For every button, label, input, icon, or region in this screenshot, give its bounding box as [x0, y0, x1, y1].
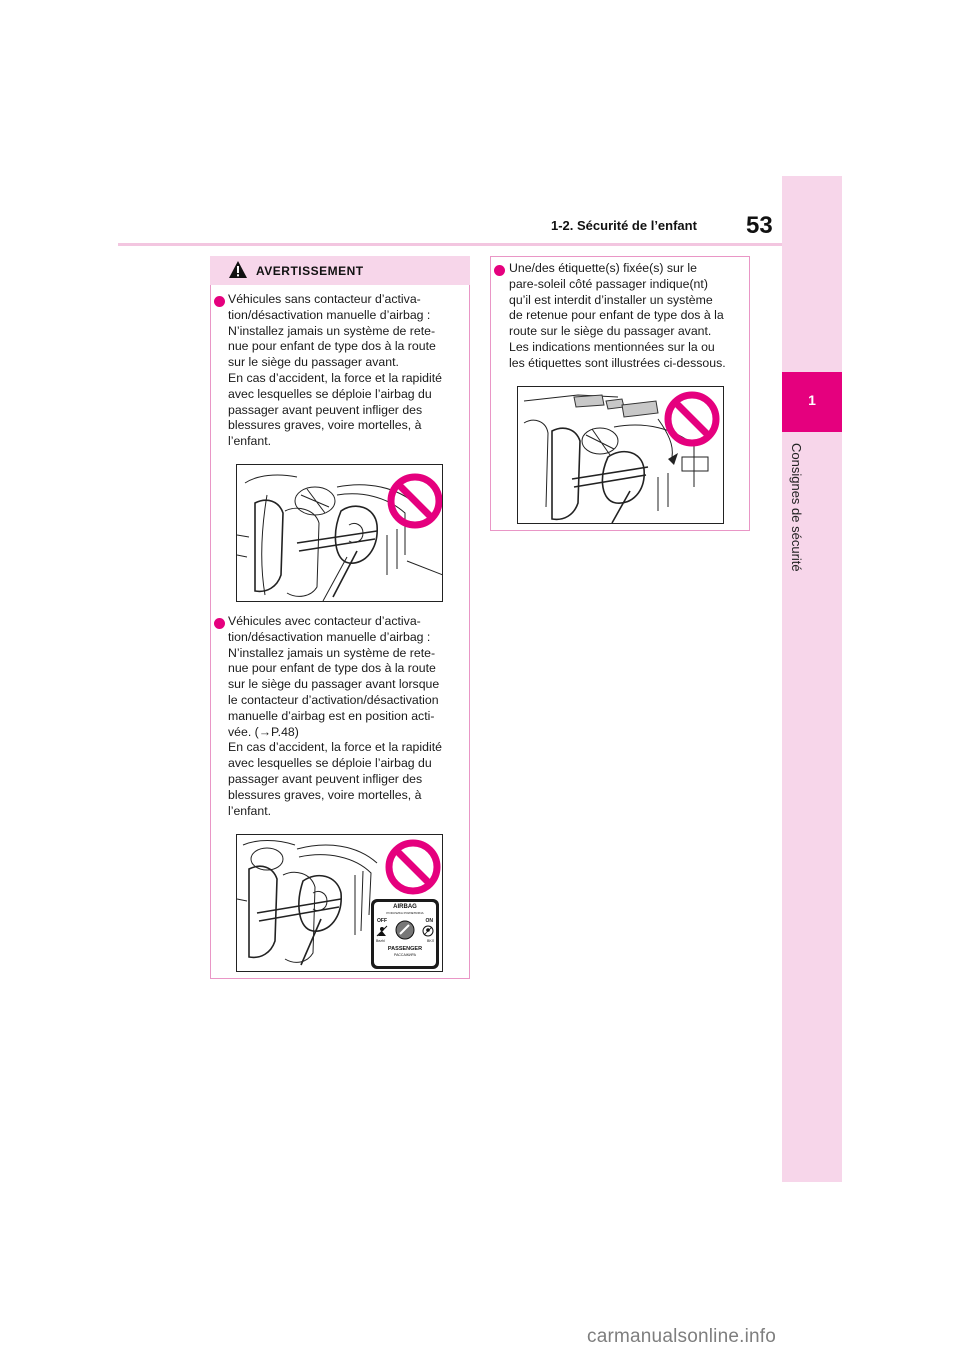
warning-title: AVERTISSEMENT [256, 264, 364, 278]
text-line: l’enfant. [228, 803, 272, 818]
text-line: sur le siège du passager avant. [228, 355, 399, 370]
text-line: le contacteur d’activation/désactivation [228, 692, 439, 707]
side-tab [782, 176, 842, 1182]
text-line: manuelle d’airbag est en position acti- [228, 708, 435, 723]
text-line: sur le siège du passager avant lorsque [228, 677, 440, 692]
airbag-switch-label-top: AIRBAG [393, 904, 417, 910]
text-line: tion/désactivation manuelle d’airbag : [228, 307, 431, 322]
text-line: qu’il est interdit d’installer un système [509, 292, 713, 307]
text-line: Véhicules sans contacteur d’activa- [228, 292, 421, 306]
text-line: nue pour enfant de type dos à la route [228, 661, 436, 676]
text-line: nue pour enfant de type dos à la route [228, 339, 436, 354]
airbag-on-icon [422, 925, 434, 937]
text-line: passager avant peuvent infliger des [228, 771, 423, 786]
text-line: les étiquettes sont illustrées ci-dessous. [509, 355, 726, 370]
page-reference-link[interactable]: vée. (→P.48) [228, 724, 299, 739]
airbag-switch-face [374, 902, 436, 966]
text-line: Véhicules avec contacteur d’activa- [228, 614, 421, 628]
chapter-title: Consignes de sécurité [789, 443, 804, 572]
text-line: N’installez jamais un système de rete- [228, 645, 436, 660]
text-line: pare-soleil côté passager indique(nt) [509, 276, 708, 291]
text-line: route sur le siège du passager avant. [509, 324, 712, 339]
airbag-switch-label-sub-bottom: PACCAЖИРА [394, 953, 416, 957]
text-line: En cas d’accident, la force et la rapidité [228, 740, 442, 755]
text-line: Les indications mentionnées sur la ou [509, 339, 715, 354]
illustration-rear-facing-seat-no-switch [236, 464, 443, 602]
text-line: blessures graves, voire mortelles, à [228, 418, 422, 433]
text-line: avec lesquelles se déploie l’airbag du [228, 756, 432, 771]
prohibition-icon [664, 391, 720, 447]
airbag-switch-off-sub-label: Bezhl [376, 939, 385, 943]
airbag-switch-label-sub-top: PODUSZKA POWIETRZNA [386, 911, 424, 915]
warning-item-1-text [228, 292, 468, 450]
illustration-rear-facing-seat-with-switch [236, 834, 443, 972]
text-line: N’installez jamais un système de rete- [228, 323, 436, 338]
page-number: 53 [746, 212, 773, 239]
bullet-icon [214, 296, 225, 307]
bullet-icon [494, 265, 505, 276]
airbag-switch-on-sub-label: BKЛ [427, 939, 434, 943]
airbag-off-icon [376, 925, 388, 937]
airbag-switch-label-bottom: PASSENGER [387, 946, 423, 952]
chapter-number: 1 [808, 392, 816, 408]
warning-item-2-text [228, 614, 468, 819]
section-title: 1-2. Sécurité de l’enfant [551, 218, 697, 233]
text-line: passager avant peuvent infliger des [228, 402, 423, 417]
airbag-switch-inset [371, 899, 439, 969]
prohibition-icon [387, 473, 443, 529]
airbag-switch-on-label: ON [425, 918, 433, 924]
text-line: de retenue pour enfant de type dos à la [509, 308, 724, 323]
watermark: carmanualsonline.info [587, 1326, 777, 1347]
illustration-sun-visor-label [517, 386, 724, 524]
prohibition-icon [385, 839, 441, 895]
text-line: l’enfant. [228, 434, 272, 449]
text-line: avec lesquelles se déploie l’airbag du [228, 386, 432, 401]
bullet-icon [214, 618, 225, 629]
text-line: En cas d’accident, la force et la rapidité [228, 370, 442, 385]
header-rule [118, 243, 782, 246]
sun-visor-label-text [509, 261, 749, 372]
airbag-switch-off-label: OFF [377, 918, 387, 924]
airbag-switch-knob[interactable] [395, 920, 415, 940]
text-line: tion/désactivation manuelle d’airbag : [228, 629, 431, 644]
text-line: Une/des étiquette(s) fixée(s) sur le [509, 261, 697, 275]
text-line: blessures graves, voire mortelles, à [228, 787, 422, 802]
warning-triangle-icon [228, 260, 248, 279]
